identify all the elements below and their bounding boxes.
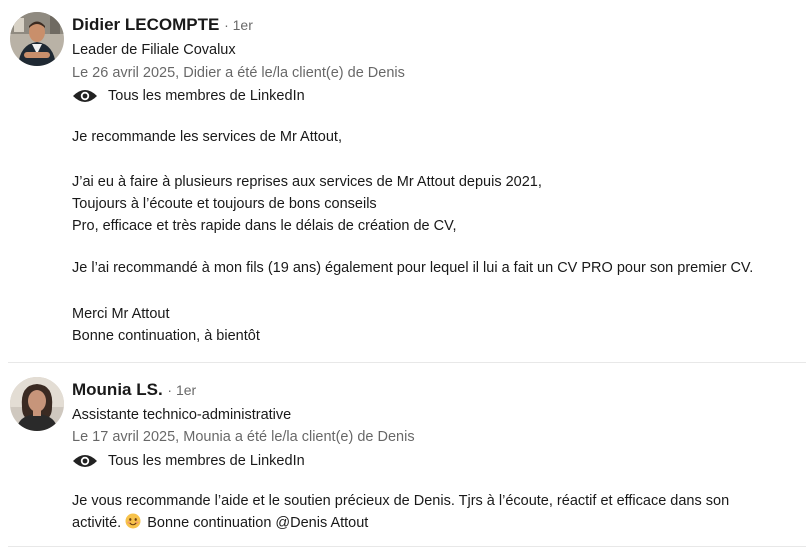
text-line: Bonne continuation, à bientôt: [72, 328, 260, 344]
connection-degree: · 1er: [167, 382, 197, 398]
text-fragment: Bonne continuation @Denis Attout: [147, 515, 369, 531]
author-name-line: [72, 380, 196, 400]
eye-icon: [72, 88, 98, 104]
smiling-face-emoji-icon: [125, 513, 141, 529]
relationship-meta: Le 26 avril 2025, Didier a été le/la client(e) de Denis: [72, 65, 405, 81]
recommendation-text: [72, 126, 802, 347]
recommendation-text: [72, 490, 802, 534]
visibility-label: Tous les membres de LinkedIn: [108, 88, 305, 104]
author-name-line: [72, 15, 253, 35]
avatar[interactable]: [10, 377, 64, 431]
text-line: Je vous recommande l’aide et le soutien précieux de Denis. Tjrs à l’écoute, réactif et efficace dans son: [72, 493, 730, 509]
connection-degree: · 1er: [224, 17, 253, 33]
eye-icon: [72, 453, 98, 469]
text-line: Je recommande les services de Mr Attout,: [72, 129, 342, 145]
visibility-indicator: [72, 453, 305, 469]
divider: [8, 546, 806, 547]
visibility-indicator: [72, 88, 305, 104]
text-line: Toujours à l’écoute et toujours de bons conseils: [72, 196, 377, 212]
text-line: Je l’ai recommandé à mon fils (19 ans) également pour lequel il lui a fait un CV PRO pour son premier CV.: [72, 260, 754, 276]
text-line: Pro, efficace et très rapide dans le délais de création de CV,: [72, 218, 457, 234]
author-headline: Assistante technico-administrative: [72, 407, 292, 423]
relationship-meta: Le 17 avril 2025, Mounia a été le/la client(e) de Denis: [72, 429, 415, 445]
author-name[interactable]: Mounia LS.: [72, 380, 163, 399]
text-fragment: activité.: [72, 515, 122, 531]
avatar[interactable]: [10, 12, 64, 66]
text-line: J’ai eu à faire à plusieurs reprises aux services de Mr Attout depuis 2021,: [72, 174, 542, 190]
author-name[interactable]: Didier LECOMPTE: [72, 15, 220, 34]
visibility-label: Tous les membres de LinkedIn: [108, 453, 305, 469]
text-line: [72, 512, 802, 534]
text-line: Merci Mr Attout: [72, 306, 170, 322]
divider: [8, 362, 806, 363]
author-headline: Leader de Filiale Covalux: [72, 42, 236, 58]
